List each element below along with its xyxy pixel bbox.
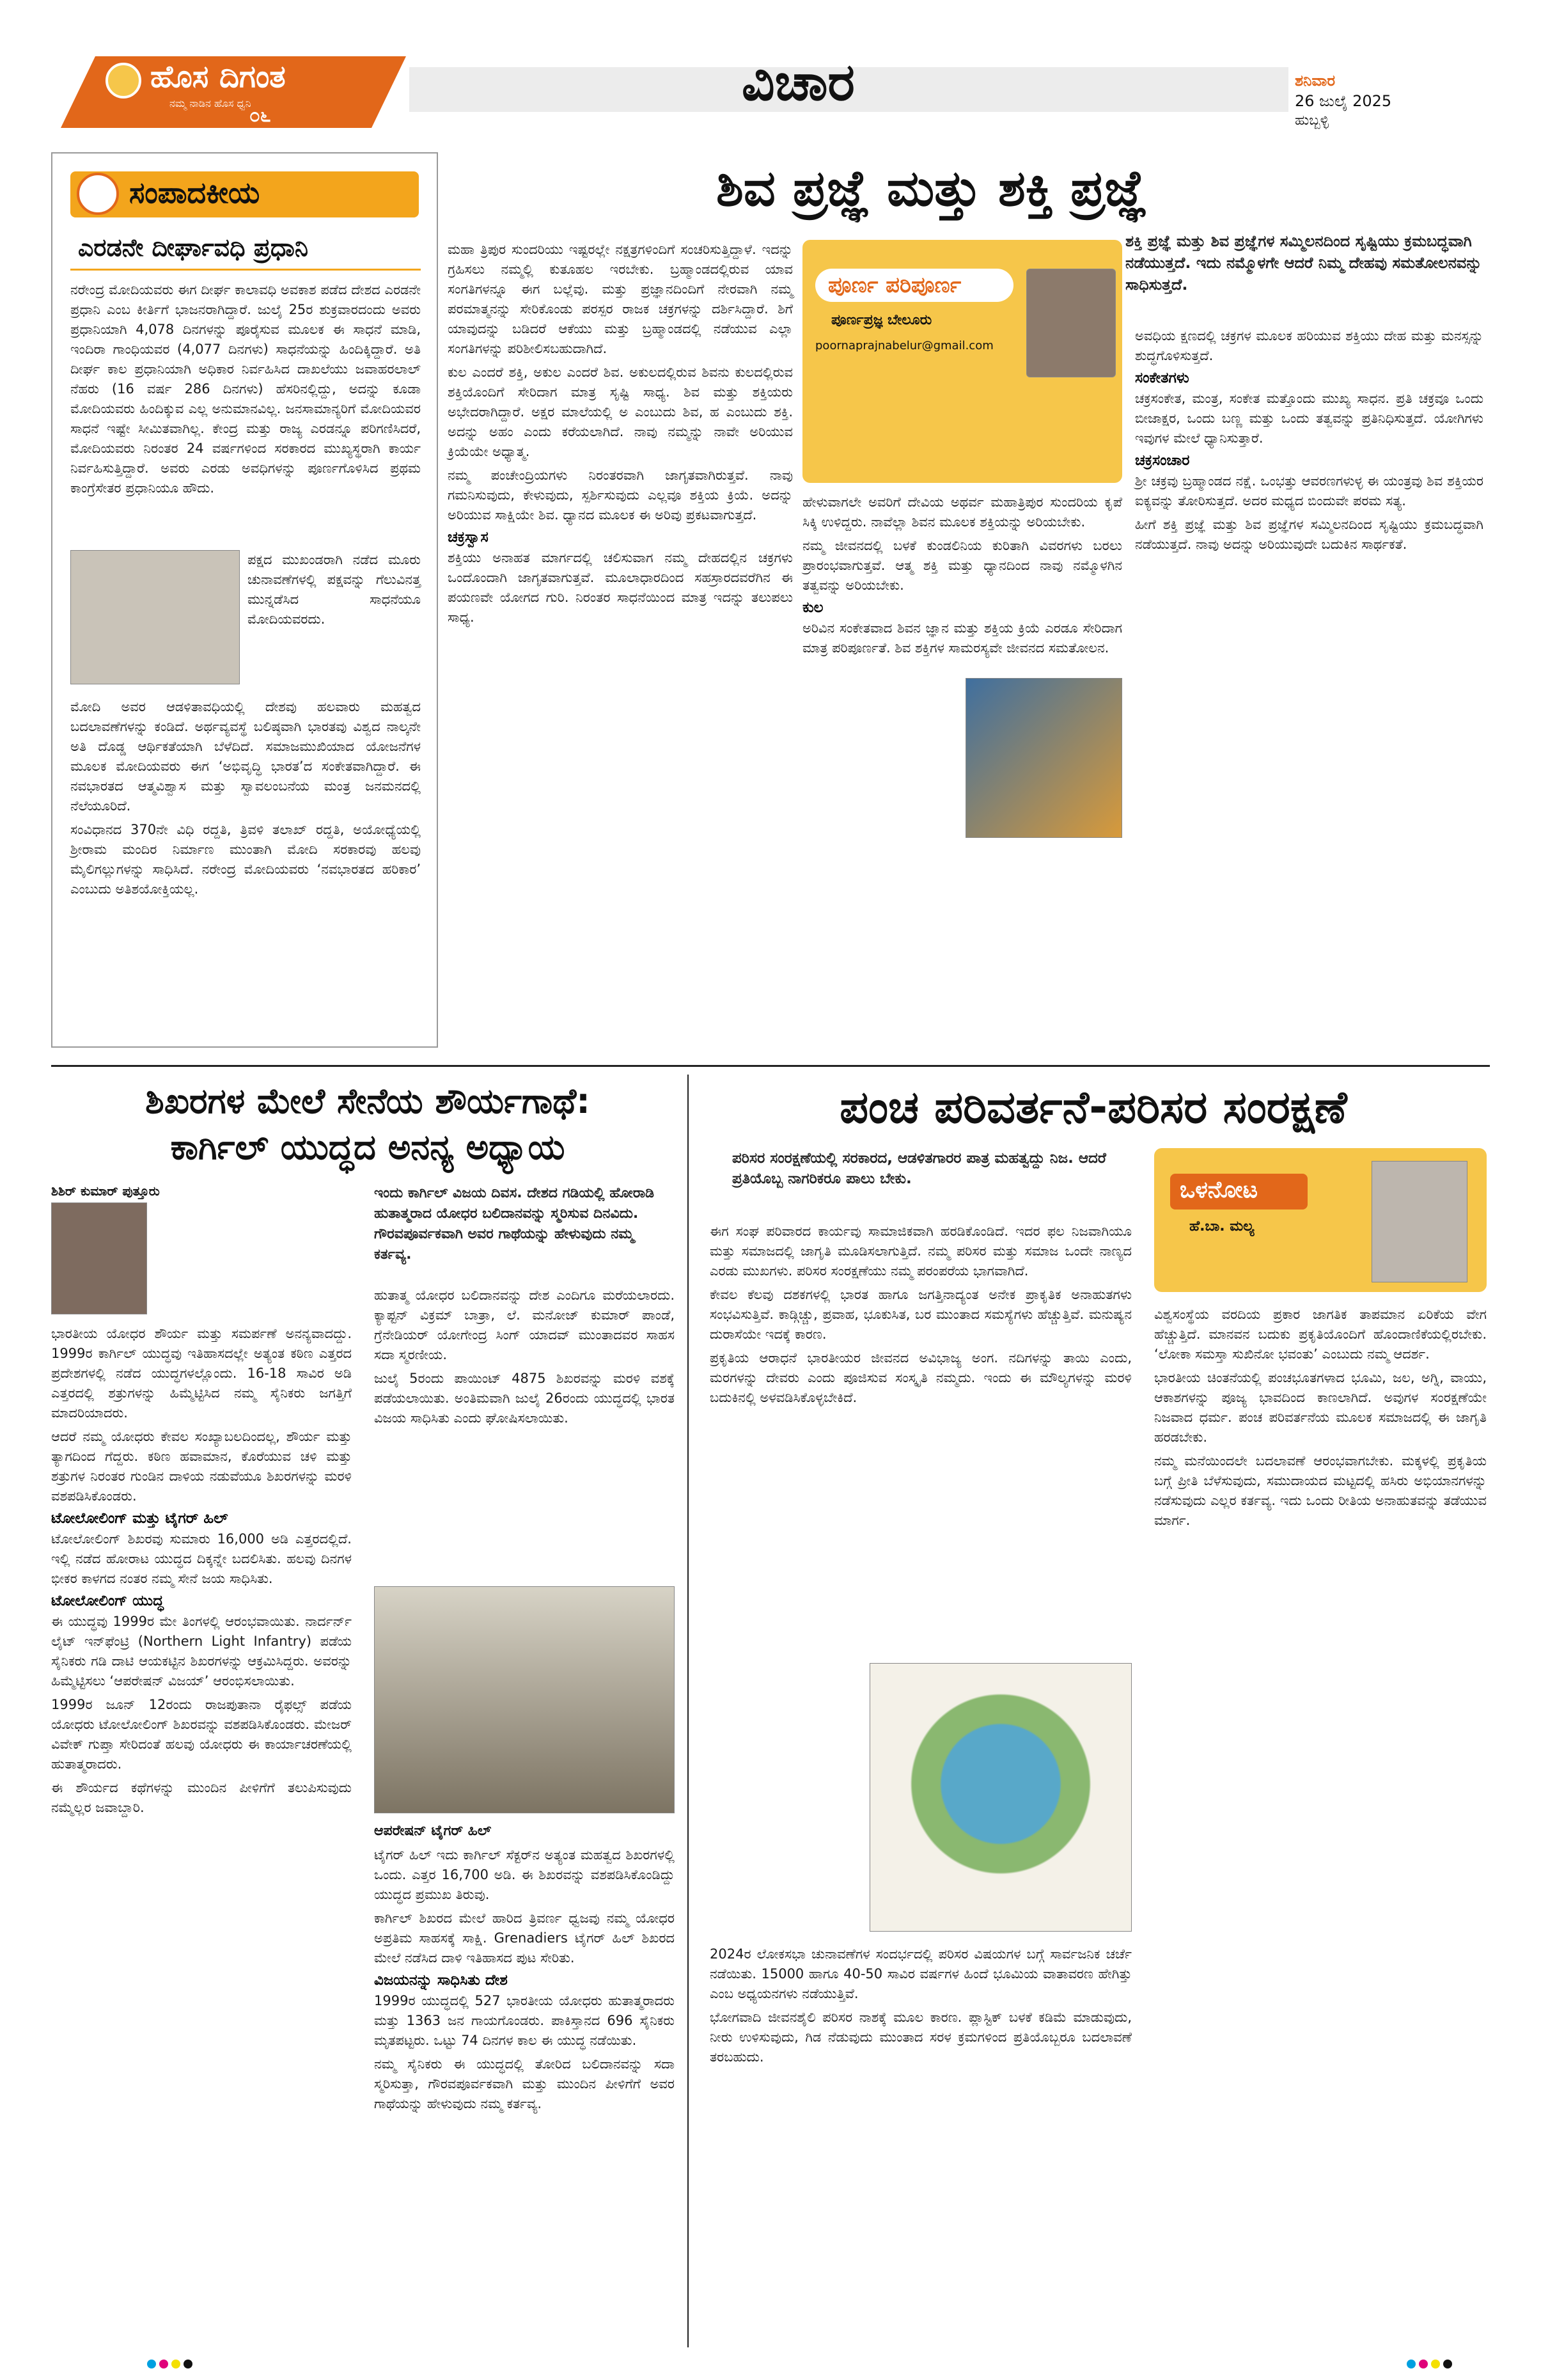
registration-marks-right xyxy=(1407,2359,1452,2371)
logo-tagline: ನಮ್ಮ ನಾಡಿನ ಹೊಸ ಧ್ವನಿ xyxy=(169,97,251,109)
editorial-para-2: ಪಕ್ಷದ ಮುಖಂಡರಾಗಿ ನಡೆದ ಮೂರು ಚುನಾವಣೆಗಳಲ್ಲಿ ಪಕ್ಷವನ್ನು ಗೆಲುವಿನತ್ತ ಮುನ್ನಡೆಸಿದ ಸಾಧನೆಯೂ ಮೋದಿಯವರದು. xyxy=(247,552,421,627)
editorial-para-1: ನರೇಂದ್ರ ಮೋದಿಯವರು ಈಗ ದೀರ್ಘ ಕಾಲಾವಧಿ ಅವಕಾಶ ಪಡೆದ ದೇಶದ ಎರಡನೇ ಪ್ರಧಾನಿ ಎಂಬ ಕೀರ್ತಿಗೆ ಭಾಜನರಾಗಿದ್ದಾರೆ. ಜುಲೈ 25ರ ಶುಕ್ರವಾರದಂದು ಅವರು ಪ್ರಧಾನಿಯಾಗಿ 4,078 ದಿನಗಳನ್ನು ಪೂರೈಸುವ ಮೂಲಕ ಈ ಸಾಧನೆ ಮಾಡಿ, ಇಂದಿರಾ ಗಾಂಧಿಯವರ (4,077 ದಿನಗಳು) ಸಾಧನೆಯನ್ನು ಹಿಂದಿಕ್ಕಿದ್ದಾರೆ. ಅತಿ ದೀರ್ಘ ಕಾಲ ಪ್ರಧಾನಿಯಾಗಿ ಅಧಿಕಾರ ನಿರ್ವಹಿಸಿದ ದಾಖಲೆಯು ಜವಾಹರಲಾಲ್ ನೆಹರು (16 ವರ್ಷ 286 ದಿನಗಳು) ಹೆಸರಿನಲ್ಲಿದ್ದು, ಅದನ್ನು ಕೂಡಾ ಮೋದಿಯವರು ಹಿಂದಿಕ್ಕುವ ಎಲ್ಲ ಅನುಮಾನವಿಲ್ಲ. ಜನಸಾಮಾನ್ಯರಿಗೆ ಮೋದಿಯವರ ಸಾಧನೆ ಇಷ್ಟೇ ಸೀಮಿತವಾಗಿಲ್ಲ. ಕೇಂದ್ರ ಮತ್ತು ರಾಜ್ಯ ಎರಡನ್ನೂ ಪರಿಗಣಿಸಿದರೆ, ಮೋದಿಯವರು ನಿರಂತರ 24 ವರ್ಷಗಳಿಂದ ಸರಕಾರದ ಮುಖ್ಯಸ್ಥರಾಗಿ ಕಾರ್ಯ ನಿರ್ವಹಿಸುತ್ತಿದ್ದಾರೆ. ಅವರು ಎರಡು ಅವಧಿಗಳನ್ನು ಪೂರ್ಣಗೊಳಿಸಿದ ಪ್ರಥಮ ಕಾಂಗ್ರೆಸೇತರ ಪ್ರಧಾನಿಯೂ ಹೌದು. xyxy=(70,282,421,496)
shiva-para-2: ಕುಲ ಎಂದರೆ ಶಕ್ತಿ, ಅಕುಲ ಎಂದರೆ ಶಿವ. ಅಕುಲದಲ್ಲಿರುವ ಶಿವನು ಕುಲದಲ್ಲಿರುವ ಶಕ್ತಿಯೊಂದಿಗೆ ಸೇರಿದಾಗ ಮಾತ್ರ ಸೃಷ್ಟಿ ಸಾಧ್ಯ. ಶಿವ ಮತ್ತು ಶಕ್ತಿಯರು ಅಭೇದರಾಗಿದ್ದಾರೆ. ಅಕ್ಷರ ಮಾಲೆಯಲ್ಲಿ ಅ ಎಂಬುದು ಶಿವ, ಹ ಎಂಬುದು ಶಕ್ತಿ. ಅದನ್ನು ಅಹಂ ಎಂದು ಕರೆಯಲಾಗಿದೆ. ನಾವು ನಮ್ಮನ್ನು ನಾವೇ ಅರಿಯುವ ಕ್ರಿಯೆಯೇ ಅಧ್ಯಾತ್ಮ. xyxy=(448,365,793,459)
shiva-col-3 xyxy=(1135,326,1483,558)
shiva-subhead-2: ಕುಲ xyxy=(802,599,824,616)
shiva-para-9: ಚಕ್ರಸಂಕೇತ, ಮಂತ್ರ, ಸಂಕೇತ ಮತ್ತೊಂದು ಮುಖ್ಯ ಸಾಧನ. ಪ್ರತಿ ಚಕ್ರವೂ ಒಂದು ಬೀಜಾಕ್ಷರ, ಒಂದು ಬಣ್ಣ ಮತ್ತು ಒಂದು ತತ್ವವನ್ನು ಪ್ರತಿನಿಧಿಸುತ್ತದೆ. ಯೋಗಿಗಳು ಇವುಗಳ ಮೇಲೆ ಧ್ಯಾನಿಸುತ್ತಾರೆ. xyxy=(1135,391,1483,446)
shiva-col-1 xyxy=(448,240,793,631)
pancha-title: ಪಂಚ ಪರಿವರ್ತನೆ-ಪರಿಸರ ಸಂರಕ್ಷಣೆ xyxy=(840,1081,1347,1133)
pancha-para-1: ಈಗ ಸಂಘ ಪರಿವಾರದ ಕಾರ್ಯವು ಸಾಮಾಜಿಕವಾಗಿ ಹರಡಿಕೊಂಡಿದೆ. ಇದರ ಫಲ ನಿಜವಾಗಿಯೂ ಮತ್ತು ಸಮಾಜದಲ್ಲಿ ಜಾಗೃತಿ ಮೂಡಿಸಲಾಗುತ್ತಿದೆ. ನಮ್ಮ ಪರಿಸರ ಮತ್ತು ಸಮಾಜ ಒಂದೇ ನಾಣ್ಯದ ಎರಡು ಮುಖಗಳು. ಪರಿಸರ ಸಂರಕ್ಷಣೆಯು ನಮ್ಮ ಪರಂಪರೆಯ ಭಾಗವಾಗಿದೆ. xyxy=(710,1224,1132,1279)
shiva-para-5: ಹೇಳುವಾಗಲೇ ಅವರಿಗೆ ದೇವಿಯ ಅಥರ್ವ ಮಹಾತ್ರಿಪುರ ಸುಂದರಿಯ ಕೃಪೆ ಸಿಕ್ಕಿ ಉಳಿದ್ದರು. ನಾವೆಲ್ಲಾ ಶಿವನ ಮೂಲಕ ಶಕ್ತಿಯನ್ನು ಅರಿಯಬೇಕು. xyxy=(802,494,1122,530)
editorial-body xyxy=(70,280,421,502)
earth-hands-photo xyxy=(870,1663,1132,1932)
author-photo xyxy=(1026,269,1116,377)
pancha-article xyxy=(697,1075,1490,2347)
kargil-para-4: ಈ ಯುದ್ಧವು 1999ರ ಮೇ ತಿಂಗಳಲ್ಲಿ ಆರಂಭವಾಯಿತು. ನಾರ್ದರ್ನ್ ಲೈಟ್ ಇನ್‌ಫೆಂಟ್ರಿ (Northern Light Infantry) ಪಡೆಯ ಸೈನಿಕರು ಗಡಿ ದಾಟಿ ಆಯಕಟ್ಟಿನ ಶಿಖರಗಳನ್ನು ಆಕ್ರಮಿಸಿದ್ದರು. ಅವರನ್ನು ಹಿಮ್ಮೆಟ್ಟಿಸಲು ‘ಆಪರೇಷನ್ ವಿಜಯ್’ ಆರಂಭಿಸಲಾಯಿತು. xyxy=(51,1614,352,1689)
shiva-para-6: ನಮ್ಮ ಜೀವನದಲ್ಲಿ ಬಳಕೆ ಕುಂಡಲಿನಿಯ ಕುರಿತಾಗಿ ವಿವರಗಳು ಬರಲು ಪ್ರಾರಂಭವಾಗುತ್ತವೆ. ಆತ್ಮ ಶಕ್ತಿ ಮತ್ತು ಧ್ಯಾನದಿಂದ ನಾವು ನಮ್ಮೊಳಗಿನ ತತ್ವವನ್ನು ಅರಿಯಬೇಕು. xyxy=(802,538,1122,593)
kargil-para-1: ಭಾರತೀಯ ಯೋಧರ ಶೌರ್ಯ ಮತ್ತು ಸಮರ್ಪಣೆ ಅನನ್ಯವಾದದ್ದು. 1999ರ ಕಾರ್ಗಿಲ್ ಯುದ್ಧವು ಇತಿಹಾಸದಲ್ಲೇ ಅತ್ಯಂತ ಕಠಿಣ ಎತ್ತರದ ಪ್ರದೇಶಗಳಲ್ಲಿ ನಡೆದ ಯುದ್ಧಗಳಲ್ಲೊಂದು. 16-18 ಸಾವಿರ ಅಡಿ ಎತ್ತರದಲ್ಲಿ ಶತ್ರುಗಳನ್ನು ಹಿಮ್ಮೆಟ್ಟಿಸಿದ ನಮ್ಮ ಸೈನಿಕರು ಜಗತ್ತಿಗೆ ಮಾದರಿಯಾದರು. xyxy=(51,1326,352,1421)
editorial-banner-text: ಸಂಪಾದಕೀಯ xyxy=(129,175,260,210)
column-divider xyxy=(687,1075,689,2347)
shiva-para-3: ನಮ್ಮ ಪಂಚೇಂದ್ರಿಯಗಳು ನಿರಂತರವಾಗಿ ಜಾಗೃತವಾಗಿರುತ್ತವೆ. ನಾವು ಗಮನಿಸುವುದು, ಕೇಳುವುದು, ಸ್ಪರ್ಶಿಸುವುದು ಎಲ್ಲವೂ ಶಕ್ತಿಯ ಕ್ರಿಯೆ. ಅದನ್ನು ಅರಿಯುವ ಸಾಕ್ಷಿಯೇ ಶಿವ. ಧ್ಯಾನದ ಮೂಲಕ ಈ ಅರಿವು ಪ್ರಕಟವಾಗುತ್ತದೆ. xyxy=(448,468,793,523)
editorial-para-4: ಸಂವಿಧಾನದ 370ನೇ ವಿಧಿ ರದ್ದತಿ, ತ್ರಿವಳಿ ತಲಾಖ್ ರದ್ದತಿ, ಅಯೋಧ್ಯೆಯಲ್ಲಿ ಶ್ರೀರಾಮ ಮಂದಿರ ನಿರ್ಮಾಣ ಮುಂತಾಗಿ ಮೋದಿ ಸರಕಾರವು ಹಲವು ಮೈಲಿಗಲ್ಲುಗಳನ್ನು ಸಾಧಿಸಿದೆ. ನರೇಂದ್ರ ಮೋದಿಯವರು ‘ನವಭಾರತದ ಹರಿಕಾರ’ ಎಂಬುದು ಅತಿಶಯೋಕ್ತಿಯಲ್ಲ. xyxy=(70,822,421,897)
kargil-caption-title: ಆಪರೇಷನ್ ಟೈಗರ್ ಹಿಲ್ xyxy=(374,1823,492,1839)
editorial-body-2 xyxy=(70,697,421,903)
shiva-subhead-3: ಸಂಕೇತಗಳು xyxy=(1135,370,1189,386)
kargil-para-5: 1999ರ ಜೂನ್ 12ರಂದು ರಾಜಪುತಾನಾ ರೈಫಲ್ಸ್ ಪಡೆಯ ಯೋಧರು ಟೋಲೋಲಿಂಗ್ ಶಿಖರವನ್ನು ವಶಪಡಿಸಿಕೊಂಡರು. ಮೇಜರ್ ವಿವೇಕ್ ಗುಪ್ತಾ ಸೇರಿದಂತೆ ಹಲವು ಯೋಧರು ಈ ಕಾರ್ಯಾಚರಣೆಯಲ್ಲಿ ಹುತಾತ್ಮರಾದರು. xyxy=(51,1697,352,1772)
shiva-col-2 xyxy=(802,493,1122,662)
shiva-para-7: ಅರಿವಿನ ಸಂಕೇತವಾದ ಶಿವನ ಜ್ಞಾನ ಮತ್ತು ಶಕ್ತಿಯ ಕ್ರಿಯೆ ಎರಡೂ ಸೇರಿದಾಗ ಮಾತ್ರ ಪರಿಪೂರ್ಣತೆ. ಶಿವ ಶಕ್ತಿಗಳ ಸಾಮರಸ್ಯವೇ ಜೀವನದ ಸಮತೋಲನ. xyxy=(802,620,1122,656)
logo-emblem-icon xyxy=(106,63,141,99)
page-divider-horizontal xyxy=(51,1065,1490,1067)
kargil-article xyxy=(51,1075,684,2347)
shiva-para-8: ಅವಧಿಯ ಕ್ಷಣದಲ್ಲಿ ಚಕ್ರಗಳ ಮೂಲಕ ಹರಿಯುವ ಶಕ್ತಿಯು ದೇಹ ಮತ್ತು ಮನಸ್ಸನ್ನು ಶುದ್ಧಗೊಳಿಸುತ್ತದೆ. xyxy=(1135,328,1483,363)
shiva-article xyxy=(448,147,1490,1055)
logo-text: ಹೊಸ ದಿಗಂತ xyxy=(150,59,286,95)
kargil-title-2: ಕಾರ್ಗಿಲ್ ಯುದ್ಧದ ಅನನ್ಯ ಅಧ್ಯಾಯ xyxy=(170,1127,565,1167)
kargil-para-3: ಟೋಲೋಲಿಂಗ್ ಶಿಖರವು ಸುಮಾರು 16,000 ಅಡಿ ಎತ್ತರದಲ್ಲಿದೆ. ಇಲ್ಲಿ ನಡೆದ ಹೋರಾಟ ಯುದ್ಧದ ದಿಕ್ಕನ್ನೇ ಬದಲಿಸಿತು. ಹಲವು ದಿನಗಳ ಭೀಕರ ಕಾಳಗದ ನಂತರ ನಮ್ಮ ಸೇನೆ ಜಯ ಸಾಧಿಸಿತು. xyxy=(51,1531,352,1586)
page-number: ೦೬ xyxy=(249,104,271,127)
shiva-subhead-1: ಚಕ್ರಸ್ವಾಸ xyxy=(448,529,489,546)
date-day: ಶನಿವಾರ xyxy=(1295,72,1336,90)
masthead xyxy=(0,0,1541,138)
pancha-para-6: ವಿಶ್ವಸಂಸ್ಥೆಯ ವರದಿಯ ಪ್ರಕಾರ ಜಾಗತಿಕ ತಾಪಮಾನ ಏರಿಕೆಯ ವೇಗ ಹೆಚ್ಚುತ್ತಿದೆ. ಮಾನವನ ಬದುಕು ಪ್ರಕೃತಿಯೊಂದಿಗೆ ಹೊಂದಾಣಿಕೆಯಲ್ಲಿರಬೇಕು. ‘ಲೋಕಾ ಸಮಸ್ತಾ ಸುಖಿನೋ ಭವಂತು’ ಎಂಬುದು ನಮ್ಮ ಆದರ್ಶ. xyxy=(1154,1307,1487,1362)
kargil-para-2: ಆದರೆ ನಮ್ಮ ಯೋಧರು ಕೇವಲ ಸಂಖ್ಯಾಬಲದಿಂದಲ್ಲ, ಶೌರ್ಯ ಮತ್ತು ತ್ಯಾಗದಿಂದ ಗೆದ್ದರು. ಕಠಿಣ ಹವಾಮಾನ, ಕೊರೆಯುವ ಚಳಿ ಮತ್ತು ಶತ್ರುಗಳ ನಿರಂತರ ಗುಂಡಿನ ದಾಳಿಯ ನಡುವೆಯೂ ಶಿಖರಗಳನ್ನು ಮರಳಿ ವಶಪಡಿಸಿಕೊಂಡರು. xyxy=(51,1429,352,1504)
pancha-col-1b xyxy=(710,1944,1132,2071)
editorial-title-rule xyxy=(70,269,421,271)
pancha-col-1 xyxy=(710,1222,1132,1412)
kargil-para-10: 1999ರ ಯುದ್ಧದಲ್ಲಿ 527 ಭಾರತೀಯ ಯೋಧರು ಹುತಾತ್ಮರಾದರು ಮತ್ತು 1363 ಜನ ಗಾಯಗೊಂಡರು. ಪಾಕಿಸ್ತಾನದ 696 ಸೈನಿಕರು ಮೃತಪಟ್ಟರು. ಒಟ್ಟು 74 ದಿನಗಳ ಕಾಲ ಈ ಯುದ್ಧ ನಡೆಯಿತು. xyxy=(374,1993,675,2048)
kargil-subhead-3: ವಿಜಯನನ್ನು ಸಾಧಿಸಿತು ದೇಶ xyxy=(374,1972,508,1989)
editorial-photo xyxy=(70,550,240,684)
shiva-para-10: ಶ್ರೀ ಚಕ್ರವು ಬ್ರಹ್ಮಾಂಡದ ನಕ್ಷೆ. ಒಂಭತ್ತು ಆವರಣಗಳುಳ್ಳ ಈ ಯಂತ್ರವು ಶಿವ ಶಕ್ತಿಯರ ಐಕ್ಯವನ್ನು ತೋರಿಸುತ್ತದೆ. ಅದರ ಮಧ್ಯದ ಬಿಂದುವೇ ಪರಮ ಸತ್ಯ. xyxy=(1135,473,1483,508)
pancha-para-7: ಭಾರತೀಯ ಚಿಂತನೆಯಲ್ಲಿ ಪಂಚಭೂತಗಳಾದ ಭೂಮಿ, ಜಲ, ಅಗ್ನಿ, ವಾಯು, ಆಕಾಶಗಳನ್ನು ಪೂಜ್ಯ ಭಾವದಿಂದ ಕಾಣಲಾಗಿದೆ. ಅವುಗಳ ಸಂರಕ್ಷಣೆಯೇ ನಿಜವಾದ ಧರ್ಮ. ಪಂಚ ಪರಿವರ್ತನೆಯ ಮೂಲಕ ಸಮಾಜದಲ್ಲಿ ಈ ಜಾಗೃತಿ ಹರಡಬೇಕು. xyxy=(1154,1370,1487,1445)
editorial-emblem-icon xyxy=(77,173,119,215)
pancha-para-2: ಕೇವಲ ಕೆಲವು ದಶಕಗಳಲ್ಲಿ ಭಾರತ ಹಾಗೂ ಜಗತ್ತಿನಾದ್ಯಂತ ಅನೇಕ ಪ್ರಾಕೃತಿಕ ಅನಾಹುತಗಳು ಸಂಭವಿಸುತ್ತಿವೆ. ಕಾಡ್ಗಿಚ್ಚು, ಪ್ರವಾಹ, ಭೂಕುಸಿತ, ಬರ ಮುಂತಾದ ಸಮಸ್ಯೆಗಳು ಹೆಚ್ಚುತ್ತಿವೆ. ಮನುಷ್ಯನ ದುರಾಸೆಯೇ ಇದಕ್ಕೆ ಕಾರಣ. xyxy=(710,1287,1132,1342)
kargil-para-9: ಕಾರ್ಗಿಲ್ ಶಿಖರದ ಮೇಲೆ ಹಾರಿದ ತ್ರಿವರ್ಣ ಧ್ವಜವು ನಮ್ಮ ಯೋಧರ ಅಪ್ರತಿಮ ಸಾಹಸಕ್ಕೆ ಸಾಕ್ಷಿ. Grenadiers ಟೈಗರ್ ಹಿಲ್ ಶಿಖರದ ಮೇಲೆ ನಡೆಸಿದ ದಾಳಿ ಇತಿಹಾಸದ ಪುಟ ಸೇರಿತು. xyxy=(374,1911,675,1966)
editorial-body-right xyxy=(247,550,421,633)
editorial-box xyxy=(51,152,438,1048)
pancha-deck: ಪರಿಸರ ಸಂರಕ್ಷಣೆಯಲ್ಲಿ ಸರಕಾರದ, ಆಡಳಿತಗಾರರ ಪಾತ್ರ ಮಹತ್ವದ್ದು ನಿಜ. ಆದರೆ ಪ್ರತಿಯೊಬ್ಬ ನಾಗರಿಕರೂ ಪಾಲು ಬೇಕು. xyxy=(732,1150,1106,1187)
kargil-col-1 xyxy=(51,1324,352,1822)
date-text: 26 ಜುಲೈ 2025 xyxy=(1295,92,1392,110)
registration-marks-left xyxy=(147,2359,192,2371)
section-title: ವಿಚಾರ xyxy=(742,52,855,112)
edition-text: ಹುಬ್ಬಳ್ಳಿ xyxy=(1295,113,1329,129)
pancha-para-3: ಪ್ರಕೃತಿಯ ಆರಾಧನೆ ಭಾರತೀಯರ ಜೀವನದ ಅವಿಭಾಜ್ಯ ಅಂಗ. ನದಿಗಳನ್ನು ತಾಯಿ ಎಂದು, ಮರಗಳನ್ನು ದೇವರು ಎಂದು ಪೂಜಿಸುವ ಸಂಸ್ಕೃತಿ ನಮ್ಮದು. ಇಂದು ಈ ಮೌಲ್ಯಗಳನ್ನು ಮರಳಿ ಬದುಕಿನಲ್ಲಿ ಅಳವಡಿಸಿಕೊಳ್ಳಬೇಕಿದೆ. xyxy=(710,1350,1132,1405)
shiva-para-4: ಶಕ್ತಿಯು ಅನಾಹತ ಮಾರ್ಗದಲ್ಲಿ ಚಲಿಸುವಾಗ ನಮ್ಮ ದೇಹದಲ್ಲಿನ ಚಕ್ರಗಳು ಒಂದೊಂದಾಗಿ ಜಾಗೃತವಾಗುತ್ತವೆ. ಮೂಲಾಧಾರದಿಂದ ಸಹಸ್ರಾರದವರೆಗಿನ ಈ ಪಯಣವೇ ಯೋಗದ ಗುರಿ. ನಿರಂತರ ಸಾಧನೆಯಿಂದ ಮಾತ್ರ ಇದನ್ನು ತಲುಪಲು ಸಾಧ್ಯ. xyxy=(448,550,793,625)
kargil-para-8: ಜುಲೈ 5ರಂದು ಪಾಯಿಂಟ್ 4875 ಶಿಖರವನ್ನು ಮರಳಿ ವಶಕ್ಕೆ ಪಡೆಯಲಾಯಿತು. ಅಂತಿಮವಾಗಿ ಜುಲೈ 26ರಂದು ಯುದ್ಧದಲ್ಲಿ ಭಾರತ ವಿಜಯ ಸಾಧಿಸಿತು ಎಂದು ಘೋಷಿಸಲಾಯಿತು. xyxy=(374,1371,675,1426)
kargil-col-2b xyxy=(374,1845,675,2118)
shiva-deck: ಶಕ್ತಿ ಪ್ರಜ್ಞೆ ಮತ್ತು ಶಿವ ಪ್ರಜ್ಞೆಗಳ ಸಮ್ಮಿಲನದಿಂದ ಸೃಷ್ಟಿಯು ಕ್ರಮಬದ್ಧವಾಗಿ ನಡೆಯುತ್ತದೆ. ಇದು ನಮ್ಮೊಳಗೇ ಆದರೆ ನಿಮ್ಮ ದೇಹವು ಸಮತೋಲನವನ್ನು ಸಾಧಿಸುತ್ತದೆ. xyxy=(1125,232,1482,294)
column-name: ಪೂರ್ಣ ಪರಿಪೂರ್ಣ xyxy=(828,272,962,298)
kargil-soldiers-photo xyxy=(374,1586,675,1813)
shiva-para-1: ಮಹಾ ತ್ರಿಪುರ ಸುಂದರಿಯು ಇಷ್ಟರಲ್ಲೇ ನಕ್ಷತ್ರಗಳಿಂದಿಗೆ ಸಂಚರಿಸುತ್ತಿದ್ದಾಳೆ. ಇದನ್ನು ಗ್ರಹಿಸಲು ನಮ್ಮಲ್ಲಿ ಕುತೂಹಲ ಇರಬೇಕು. ಬ್ರಹ್ಮಾಂಡದಲ್ಲಿರುವ ಯಾವ ಸಂಗತಿಗಳನ್ನೂ ಈಗ ಬಲ್ಲೆವು. ಮತ್ತು ಪ್ರಜ್ಞಾನದಿಂದಿಗೆ ನೇರವಾಗಿ ನಮ್ಮ ಪರಮಾತ್ಮನನ್ನು ಸೇರಿಕೊಂಡು ಪರಸ್ಪರ ರಾಜಕ ಚಕ್ರಗಳನ್ನು ದರ್ಶಿಸಿದ್ದಾರೆ. ಶಿಗೆ ಯಾವುದನ್ನು ಬಡಿದರೆ ಆಕೆಯು ಮತ್ತು ಬ್ರಹ್ಮಾಂಡದಲ್ಲಿ ನಡೆಯುವ ಎಲ್ಲಾ ಸಂಗತಿಗಳನ್ನು ಪರಿಶೀಲಿಸಬಹುದಾಗಿದೆ. xyxy=(448,242,793,356)
shiva-subhead-4: ಚಕ್ರಸಂಚಾರ xyxy=(1135,452,1190,469)
kargil-col-2 xyxy=(374,1286,675,1432)
kargil-caption: ಟೈಗರ್ ಹಿಲ್ ಇದು ಕಾರ್ಗಿಲ್ ಸೆಕ್ಟರ್‌ನ ಅತ್ಯಂತ ಮಹತ್ವದ ಶಿಖರಗಳಲ್ಲಿ ಒಂದು. ಎತ್ತರ 16,700 ಅಡಿ. ಈ ಶಿಖರವನ್ನು ವಶಪಡಿಸಿಕೊಂಡಿದ್ದು ಯುದ್ಧದ ಪ್ರಮುಖ ತಿರುವು. xyxy=(374,1847,675,1902)
kargil-intro: ಇಂದು ಕಾರ್ಗಿಲ್ ವಿಜಯ ದಿವಸ. ದೇಶದ ಗಡಿಯಲ್ಲಿ ಹೋರಾಡಿ ಹುತಾತ್ಮರಾದ ಯೋಧರ ಬಲಿದಾನವನ್ನು ಸ್ಮರಿಸುವ ದಿನವಿದು. ಗೌರವಪೂರ್ವಕವಾಗಿ ಅವರ ಗಾಥೆಯನ್ನು ಹೇಳುವುದು ನಮ್ಮ ಕರ್ತವ್ಯ. xyxy=(374,1185,655,1263)
author-email[interactable]: poornaprajnabelur@gmail.com xyxy=(815,339,994,352)
pancha-para-5: ಭೋಗವಾದಿ ಜೀವನಶೈಲಿ ಪರಿಸರ ನಾಶಕ್ಕೆ ಮೂಲ ಕಾರಣ. ಪ್ಲಾಸ್ಟಿಕ್ ಬಳಕೆ ಕಡಿಮೆ ಮಾಡುವುದು, ನೀರು ಉಳಿಸುವುದು, ಗಿಡ ನೆಡುವುದು ಮುಂತಾದ ಸರಳ ಕ್ರಮಗಳಿಂದ ಪ್ರತಿಯೊಬ್ಬರೂ ಬದಲಾವಣೆ ತರಬಹುದು. xyxy=(710,2010,1132,2065)
kargil-subhead-1: ಟೋಲೋಲಿಂಗ್ ಮತ್ತು ಟೈಗರ್ ಹಿಲ್ xyxy=(51,1510,228,1527)
kargil-para-6: ಈ ಶೌರ್ಯದ ಕಥೆಗಳನ್ನು ಮುಂದಿನ ಪೀಳಿಗೆಗೆ ತಲುಪಿಸುವುದು ನಮ್ಮೆಲ್ಲರ ಜವಾಬ್ದಾರಿ. xyxy=(51,1780,352,1815)
kargil-title-1: ಶಿಖರಗಳ ಮೇಲೆ ಸೇನೆಯ ಶೌರ್ಯಗಾಥೆ: xyxy=(145,1081,590,1121)
shiva-title: ಶಿವ ಪ್ರಜ್ಞೆ ಮತ್ತು ಶಕ್ತಿ ಪ್ರಜ್ಞೆ xyxy=(716,160,1147,217)
author-name: ಪೂರ್ಣಪ್ರಜ್ಞ ಬೇಲೂರು xyxy=(831,312,932,328)
olanota-author-photo xyxy=(1372,1161,1467,1282)
kargil-author-photo xyxy=(51,1202,147,1314)
olanota-name: ಒಳನೋಟ xyxy=(1180,1177,1258,1203)
pancha-col-2 xyxy=(1154,1305,1487,1534)
kargil-author: ಶಿಶಿರ್ ಕುಮಾರ್ ಪುತ್ತೂರು xyxy=(51,1183,160,1199)
pancha-para-8: ನಮ್ಮ ಮನೆಯಿಂದಲೇ ಬದಲಾವಣೆ ಆರಂಭವಾಗಬೇಕು. ಮಕ್ಕಳಲ್ಲಿ ಪ್ರಕೃತಿಯ ಬಗ್ಗೆ ಪ್ರೀತಿ ಬೆಳೆಸುವುದು, ಸಮುದಾಯದ ಮಟ್ಟದಲ್ಲಿ ಹಸಿರು ಅಭಿಯಾನಗಳನ್ನು ನಡೆಸುವುದು ಎಲ್ಲರ ಕರ್ತವ್ಯ. ಇದು ಒಂದು ರೀತಿಯ ಅನಾಹುತವನ್ನು ತಡೆಯುವ ಮಾರ್ಗ. xyxy=(1154,1453,1487,1528)
editorial-title: ಎರಡನೇ ದೀರ್ಘಾವಧಿ ಪ್ರಧಾನಿ xyxy=(78,233,308,262)
kargil-subhead-2: ಟೋಲೋಲಿಂಗ್ ಯುದ್ಧ xyxy=(51,1593,164,1609)
shiva-para-11: ಹೀಗೆ ಶಕ್ತಿ ಪ್ರಜ್ಞೆ ಮತ್ತು ಶಿವ ಪ್ರಜ್ಞೆಗಳ ಸಮ್ಮಿಲನದಿಂದ ಸೃಷ್ಟಿಯು ಕ್ರಮಬದ್ಧವಾಗಿ ನಡೆಯುತ್ತದೆ. ನಾವು ಅದನ್ನು ಅರಿಯುವುದೇ ಬದುಕಿನ ಸಾರ್ಥಕತೆ. xyxy=(1135,517,1483,552)
pancha-para-4: 2024ರ ಲೋಕಸಭಾ ಚುನಾವಣೆಗಳ ಸಂದರ್ಭದಲ್ಲಿ ಪರಿಸರ ವಿಷಯಗಳ ಬಗ್ಗೆ ಸಾರ್ವಜನಿಕ ಚರ್ಚೆ ನಡೆಯಿತು. 15000 ಹಾಗೂ 40-50 ಸಾವಿರ ವರ್ಷಗಳ ಹಿಂದೆ ಭೂಮಿಯ ವಾತಾವರಣ ಹೇಗಿತ್ತು ಎಂಬ ಅಧ್ಯಯನಗಳು ನಡೆಯುತ್ತಿವೆ. xyxy=(710,1946,1132,2001)
olanota-author: ಹೆ.ಬಾ. ಮಲ್ಯ xyxy=(1189,1218,1255,1234)
kargil-para-11: ನಮ್ಮ ಸೈನಿಕರು ಈ ಯುದ್ಧದಲ್ಲಿ ತೋರಿದ ಬಲಿದಾನವನ್ನು ಸದಾ ಸ್ಮರಿಸುತ್ತಾ, ಗೌರವಪೂರ್ವಕವಾಗಿ ಮತ್ತು ಮುಂದಿನ ಪೀಳಿಗೆಗೆ ಅವರ ಗಾಥೆಯನ್ನು ಹೇಳುವುದು ನಮ್ಮ ಕರ್ತವ್ಯ. xyxy=(374,2056,675,2111)
shiva-shakti-painting xyxy=(966,678,1122,838)
editorial-para-3: ಮೋದಿ ಅವರ ಆಡಳಿತಾವಧಿಯಲ್ಲಿ ದೇಶವು ಹಲವಾರು ಮಹತ್ವದ ಬದಲಾವಣೆಗಳನ್ನು ಕಂಡಿದೆ. ಅರ್ಥವ್ಯವಸ್ಥೆ ಬಲಿಷ್ಠವಾಗಿ ಭಾರತವು ವಿಶ್ವದ ನಾಲ್ಕನೇ ಅತಿ ದೊಡ್ಡ ಆರ್ಥಿಕತೆಯಾಗಿ ಬೆಳೆದಿದೆ. ಸಮಾಜಮುಖಿಯಾದ ಯೋಜನೆಗಳ ಮೂಲಕ ಮೋದಿಯವರು ಈಗ ‘ಅಭಿವೃದ್ಧಿ ಭಾರತ’ದ ಸಂಕೇತವಾಗಿದ್ದಾರೆ. ಈ ನವಭಾರತದ ಆತ್ಮವಿಶ್ವಾಸ ಮತ್ತು ಸ್ವಾವಲಂಬನೆಯ ಮಂತ್ರ ಜನಮನದಲ್ಲಿ ನೆಲೆಯೂರಿದೆ. xyxy=(70,699,421,814)
kargil-para-7: ಹುತಾತ್ಮ ಯೋಧರ ಬಲಿದಾನವನ್ನು ದೇಶ ಎಂದಿಗೂ ಮರೆಯಲಾರದು. ಕ್ಯಾಪ್ಟನ್ ವಿಕ್ರಮ್ ಬಾತ್ರಾ, ಲೆ. ಮನೋಜ್ ಕುಮಾರ್ ಪಾಂಡೆ, ಗ್ರೆನೇಡಿಯರ್ ಯೋಗೇಂದ್ರ ಸಿಂಗ್ ಯಾದವ್ ಮುಂತಾದವರ ಸಾಹಸ ಸದಾ ಸ್ಮರಣೀಯ. xyxy=(374,1288,675,1362)
